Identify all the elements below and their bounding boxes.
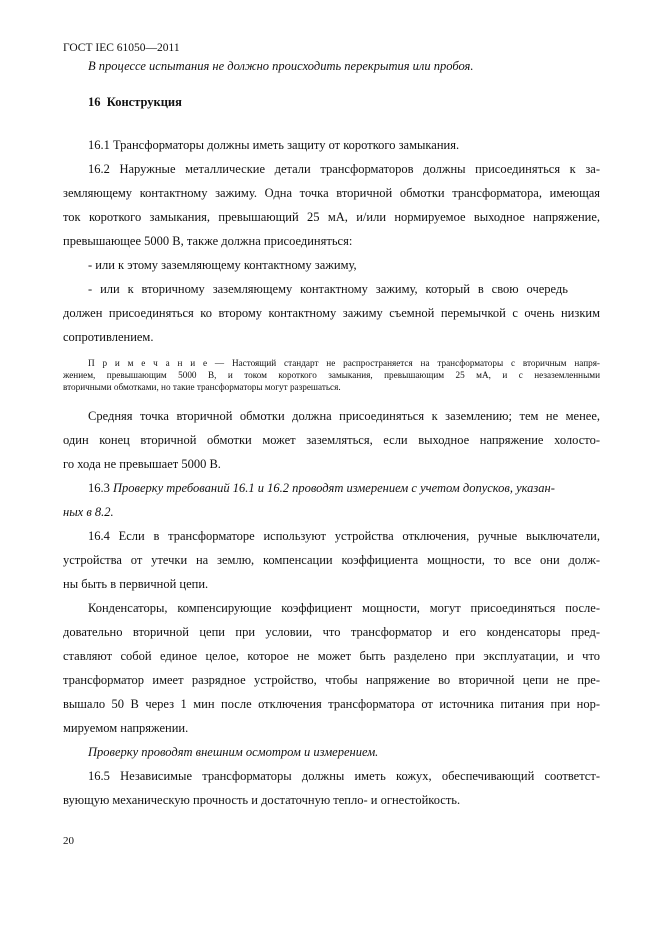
paragraph-line — [88, 480, 555, 496]
note-line: жением, превышающим 5000 В, и током короткого замыкания, превышающим 25 мА, и с незаземленными — [63, 370, 600, 380]
page-number: 20 — [63, 835, 74, 847]
paragraph-line: ны быть в первичной цепи. — [63, 577, 209, 591]
paragraph-line: земляющему контактному зажиму. Одна точка вторичной обмотки трансформатора, имеющая — [63, 186, 600, 200]
paragraph-line: один конец вторичной обмотки может заземляться, если выходное напряжение холосто- — [63, 433, 600, 447]
paragraph-line: Конденсаторы, компенсирующие коэффициент мощности, могут присоединяться после- — [88, 601, 600, 615]
verification-line: Проверку проводят внешним осмотром и измерением. — [88, 745, 379, 759]
paragraph-line: вующую механическую прочность и достаточную тепло- и огнестойкость. — [63, 793, 461, 807]
note-line: П р и м е ч а н и е — Настоящий стандарт не распространяется на трансформаторы с вторичным напря- — [88, 358, 600, 368]
section-title: Конструкция — [106, 95, 182, 109]
paragraph-line: Средняя точка вторичной обмотки должна присоединяться к заземлению; тем не менее, — [88, 409, 600, 423]
list-item: - или к вторичному заземляющему контактному зажиму, который в свою очередь — [88, 282, 568, 296]
paragraph-line: устройства от утечки на землю, компенсации коэффициента мощности, то все они долж- — [63, 553, 600, 567]
paragraph-line: превышающее 5000 В, также должна присоединяться: — [63, 234, 353, 248]
paragraph-line: 16.2 Наружные металлические детали трансформаторов должны присоединяться к за- — [88, 162, 600, 176]
paragraph-line: 16.4 Если в трансформаторе используют устройства отключения, ручные выключатели, — [88, 529, 600, 543]
list-item: - или к этому заземляющему контактному зажиму, — [88, 258, 357, 272]
paragraph-line: ных в 8.2. — [63, 505, 114, 519]
note-line: вторичными обмотками, но такие трансформаторы могут разрешаться. — [63, 382, 341, 392]
paragraph-line: сопротивлением. — [63, 330, 154, 344]
paragraph-line: довательно вторичной цепи при условии, что трансформатор и его конденсаторы пред- — [63, 625, 600, 639]
clause-16-3: 16.3 Проверку требований 16.1 и 16.2 проводят измерением с учетом допусков, указан- — [88, 481, 555, 495]
paragraph-line: ток короткого замыкания, превышающий 25 мА, и/или нормируемое выходное напряжение, — [63, 210, 600, 224]
standard-header: ГОСТ IEC 61050—2011 — [63, 42, 180, 54]
paragraph-line: 16.1 Трансформаторы должны иметь защиту от короткого замыкания. — [88, 138, 460, 152]
paragraph-line: 16.5 Независимые трансформаторы должны иметь кожух, обеспечивающий соответст- — [88, 769, 600, 783]
paragraph-line: должен присоединяться ко второму контактному зажиму съемной перемычкой с очень низким — [63, 306, 600, 320]
paragraph-line: трансформатор имеет разрядное устройство, чтобы напряжение во вторичной цепи не пре- — [63, 673, 600, 687]
paragraph-line: ставляют собой единое целое, которое не может быть разделено при эксплуатации, и что — [63, 649, 600, 663]
paragraph-line: вышало 50 В через 1 мин после отключения трансформатора от источника питания при нор- — [63, 697, 600, 711]
paragraph-line: го хода не превышает 5000 В. — [63, 457, 221, 471]
test-requirement-note: В процессе испытания не должно происходить перекрытия или пробоя. — [88, 59, 474, 73]
section-heading — [88, 94, 182, 110]
paragraph-line: мируемом напряжении. — [63, 721, 189, 735]
section-number: 16 — [88, 95, 101, 109]
